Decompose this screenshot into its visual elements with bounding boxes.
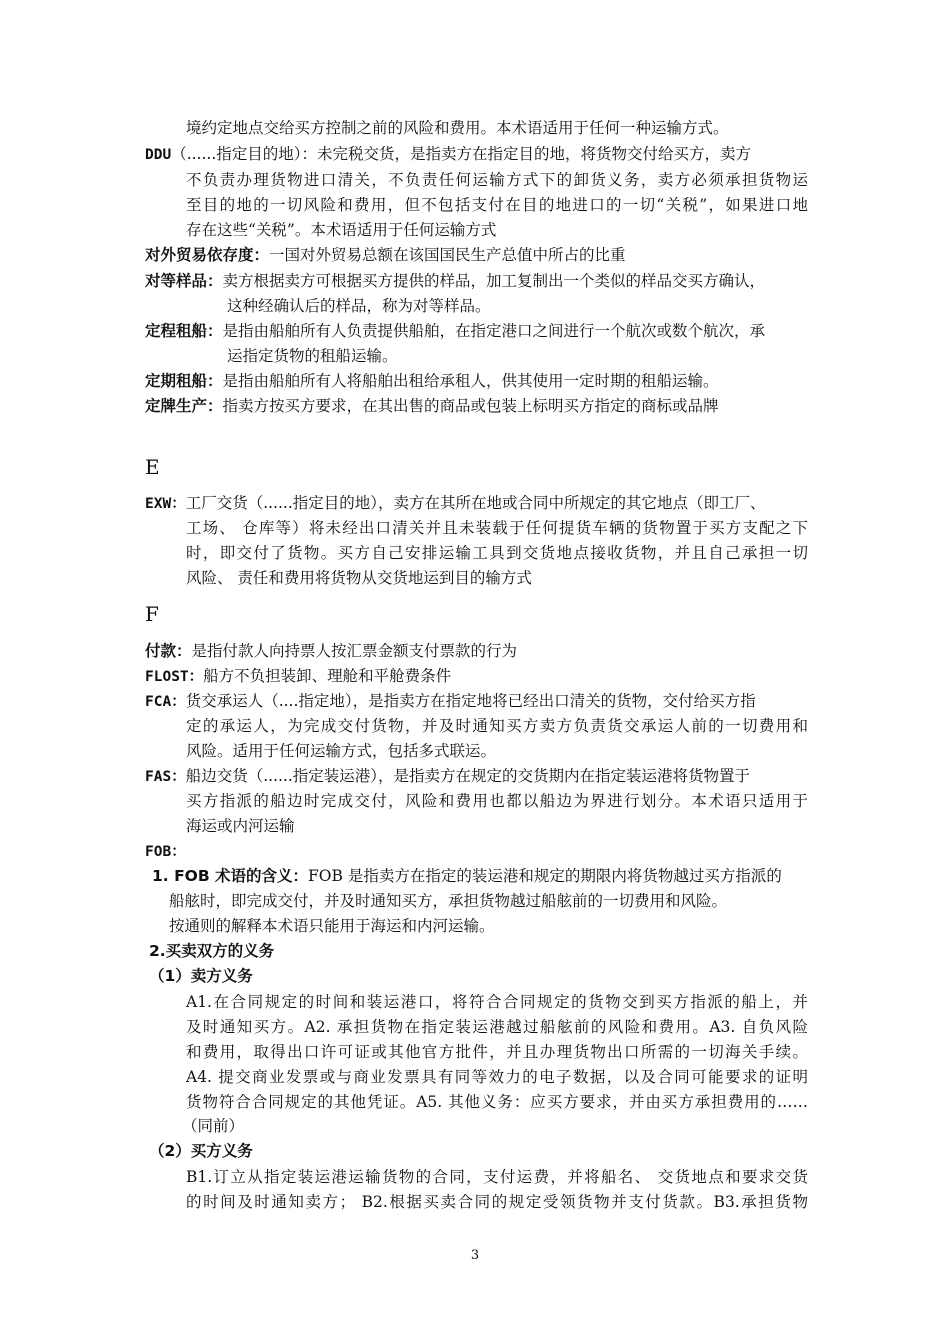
time-charter-entry: [145, 369, 719, 393]
fob-item-1-first-line: [152, 864, 782, 888]
fob-term: FOB：: [145, 844, 186, 860]
ddu-entry-first-line: [145, 142, 751, 167]
fob-item-1-line-1: FOB 是指卖方在指定的装运港和规定的期限内将货物越过买方指派的: [308, 867, 782, 885]
voyage-charter-line-1: 是指由船舶所有人负责提供船舶，在指定港口之间进行一个航次或数个航次，承: [222, 322, 766, 340]
ddu-line-4: 存在这些“关税”。本术语适用于任何运输方式: [186, 221, 497, 239]
exw-line-2: 工场、 仓库等）将未经出口清关并且未装载于任何提货车辆的货物置于买方支配之下: [186, 519, 808, 537]
fas-line-3: 海运或内河运输: [186, 817, 295, 835]
brand-production-line-1: 指卖方按买方要求，在其出售的商品或包装上标明买方指定的商标或品牌: [222, 397, 719, 415]
brand-production-term: 定牌生产：: [145, 397, 223, 415]
exw-line-3: 时，即交付了货物。买方自己安排运输工具到交货地点接收货物，并且自己承担一切: [186, 544, 808, 562]
seller-obligations-line-6: （同前）: [182, 1117, 245, 1135]
counter-sample-line-2: 这种经确认后的样品，称为对等样品。: [227, 297, 491, 315]
fob-item-2-heading: 2.买卖双方的义务: [149, 942, 275, 960]
fas-line-1: 船边交货（......指定装运港），是指卖方在规定的交货期内在指定装运港将货物置于: [185, 767, 751, 785]
dependence-line-1: 一国对外贸易总额在该国国民生产总值中所占的比重: [269, 246, 626, 264]
flost-term: FLOST：: [145, 669, 204, 685]
exw-line-1: 工厂交货（......指定目的地），卖方在其所在地或合同中所规定的其它地点（即工厂、: [185, 494, 766, 512]
brand-production-entry: [145, 394, 719, 418]
voyage-charter-term: 定程租船：: [145, 322, 223, 340]
payment-entry: [145, 639, 517, 663]
fob-item-1-label: 1. FOB 术语的含义：: [152, 867, 309, 885]
section-heading-e: E: [145, 455, 160, 479]
ddu-line-1: （......指定目的地）：未完税交货，是指卖方在指定目的地，将货物交付给买方，卖方: [171, 145, 752, 163]
page-number: 3: [470, 1248, 480, 1263]
counter-sample-term: 对等样品：: [145, 272, 223, 290]
buyer-obligations-heading: （2）买方义务: [149, 1142, 253, 1160]
time-charter-term: 定期租船：: [145, 372, 223, 390]
voyage-charter-entry: [145, 319, 765, 343]
fas-entry-first-line: [145, 764, 750, 789]
payment-line-1: 是指付款人向持票人按汇票金额支付票款的行为: [191, 642, 518, 660]
seller-obligations-heading: （1）卖方义务: [149, 967, 253, 985]
fca-entry-first-line: [145, 689, 756, 714]
seller-obligations-line-2: 及时通知买方。A2. 承担货物在指定装运港越过船舷前的风险和费用。A3. 自负风险: [186, 1018, 808, 1036]
ddp-continuation-line: 境约定地点交给买方控制之前的风险和费用。本术语适用于任何一种运输方式。: [186, 119, 729, 137]
seller-obligations-line-1: A1.在合同规定的时间和装运港口，将符合合同规定的货物交到买方指派的船上，并: [186, 993, 808, 1011]
seller-obligations-line-5: 货物符合合同规定的其他凭证。A5. 其他义务：应买方要求，并由买方承担费用的……: [186, 1093, 808, 1111]
exw-entry-first-line: [145, 491, 766, 516]
time-charter-line-1: 是指由船舶所有人将船舶出租给承租人，供其使用一定时期的租船运输。: [222, 372, 719, 390]
seller-obligations-line-4: A4. 提交商业发票或与商业发票具有同等效力的电子数据，以及合同可能要求的证明: [186, 1068, 808, 1086]
section-heading-f: F: [145, 602, 159, 626]
flost-line-1: 船方不负担装卸、理舱和平舱费条件: [203, 667, 452, 685]
seller-obligations-line-3: 和费用，取得出口许可证或其他官方批件，并且办理货物出口所需的一切海关手续。: [186, 1043, 808, 1061]
fca-term: FCA：: [145, 694, 186, 710]
ddu-line-3: 至目的地的一切风险和费用，但不包括支付在目的地进口的一切“关税”，如果进口地: [186, 196, 808, 214]
fob-item-1-line-2: 船舷时，即完成交付，并及时通知买方，承担货物越过船舷前的一切费用和风险。: [169, 892, 728, 910]
counter-sample-line-1: 卖方根据卖方可根据买方提供的样品，加工复制出一个类似的样品交买方确认，: [222, 272, 766, 290]
flost-entry: [145, 664, 451, 689]
exw-term: EXW：: [145, 496, 186, 512]
payment-term: 付款：: [145, 642, 192, 660]
exw-line-4: 风险、 责任和费用将货物从交货地运到目的输方式: [186, 569, 532, 587]
voyage-charter-line-2: 运指定货物的租船运输。: [227, 347, 398, 365]
dependence-term: 对外贸易依存度：: [145, 246, 270, 264]
ddu-line-2: 不负责办理货物进口清关，不负责任何运输方式下的卸货义务，卖方必须承担货物运: [186, 171, 808, 189]
fas-term: FAS：: [145, 769, 186, 785]
counter-sample-entry: [145, 269, 765, 293]
fca-line-3: 风险。适用于任何运输方式，包括多式联运。: [186, 742, 497, 760]
ddu-term: DDU: [145, 147, 172, 163]
fob-item-1-line-3: 按通则的解释本术语只能用于海运和内河运输。: [169, 917, 495, 935]
fca-line-1: 货交承运人（....指定地），是指卖方在指定地将已经出口清关的货物，交付给买方指: [185, 692, 756, 710]
fob-term-line: [145, 839, 186, 864]
dependence-entry: [145, 243, 626, 267]
buyer-obligations-line-1: B1.订立从指定装运港运输货物的合同，支付运费，并将船名、 交货地点和要求交货: [186, 1168, 808, 1186]
fas-line-2: 买方指派的船边时完成交付，风险和费用也都以船边为界进行划分。本术语只适用于: [186, 792, 808, 810]
buyer-obligations-line-2: 的时间及时通知卖方； B2.根据买卖合同的规定受领货物并支付货款。B3.承担货物: [186, 1193, 808, 1211]
fca-line-2: 定的承运人，为完成交付货物，并及时通知买方卖方负责货交承运人前的一切费用和: [186, 717, 808, 735]
